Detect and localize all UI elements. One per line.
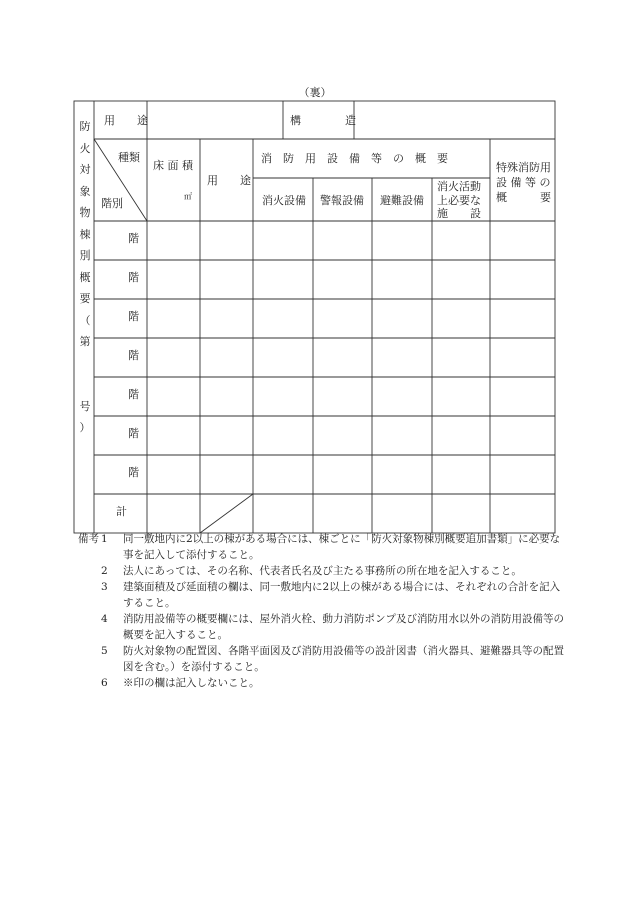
note-text: 同一敷地内に2以上の棟がある場合には、棟ごとに「防火対象物棟別概要追加書類」に必要な事を記入して添付すること。 <box>123 533 561 561</box>
note-text: 防火対象物の配置図、各階平面図及び消防用設備等の設計図書（消火器具、避難器具等の配置図を含む。）を添付すること。 <box>123 645 564 673</box>
note-item <box>78 611 568 643</box>
note-number: 1 <box>101 533 108 545</box>
note-item <box>78 675 568 691</box>
side-char: 防 <box>79 120 91 133</box>
special-equipment-line: 概 要 <box>496 191 551 204</box>
structure-input[interactable] <box>355 102 554 138</box>
special-equipment-line: 設 備 等 の <box>496 176 551 189</box>
note-number: 6 <box>101 677 108 689</box>
note-text: 消防用設備等の概要欄には、屋外消火栓、動力消防ポンプ及び消防用水以外の消防用設備等の概要を記入すること。 <box>123 613 564 641</box>
note-number: 2 <box>101 565 108 577</box>
firefighting-facility-label <box>437 180 481 221</box>
floor-row-label: 階 <box>128 232 139 245</box>
notes-section <box>78 531 568 691</box>
floor-row-label: 階 <box>128 466 139 479</box>
firefighting-facility-line: 消火活動 <box>437 180 481 193</box>
floor-label: 階別 <box>101 197 123 210</box>
side-heading <box>77 118 93 441</box>
floor-row-label: 階 <box>128 388 139 401</box>
evacuation-label: 避難設備 <box>380 194 424 207</box>
structure-label: 構 造 <box>290 114 356 127</box>
fire-extinguishing-label: 消火設備 <box>262 194 306 207</box>
side-char: 火 <box>79 141 91 155</box>
floor-row-label: 階 <box>128 427 139 440</box>
floor-row-label: 階 <box>128 310 139 323</box>
use-label: 用 途 <box>104 114 148 127</box>
side-char: 第 <box>79 335 91 348</box>
side-char: （ <box>79 313 91 327</box>
side-char: 号 <box>79 399 91 413</box>
side-char: 対 <box>79 163 91 176</box>
floor-area-unit: ㎡ <box>184 192 192 201</box>
side-char: ） <box>79 421 91 434</box>
special-equipment-label <box>496 160 551 205</box>
side-char: 概 <box>79 270 91 284</box>
note-item <box>78 579 568 611</box>
total-label: 計 <box>116 505 127 518</box>
side-char: 物 <box>79 206 91 219</box>
note-number: 5 <box>101 645 108 657</box>
use-input[interactable] <box>148 102 282 138</box>
note-text: ※印の欄は記入しないこと。 <box>123 677 260 689</box>
note-text: 法人にあっては、その名称、代表者氏名及び主たる事務所の所在地を記入すること。 <box>123 565 522 577</box>
note-number: 4 <box>101 613 108 625</box>
note-item <box>78 531 568 563</box>
floor-row-label: 階 <box>128 271 139 284</box>
page-title: （裏） <box>298 86 332 99</box>
note-item <box>78 563 568 579</box>
special-equipment-line: 特殊消防用 <box>496 161 551 174</box>
note-text: 建築面積及び延面積の欄は、同一敷地内に2以上の棟がある場合には、それぞれの合計を記入すること。 <box>123 581 561 609</box>
header-use-label: 用 途 <box>207 174 251 187</box>
side-char <box>77 355 93 377</box>
side-char: 象 <box>79 184 91 198</box>
side-char: 棟 <box>79 227 91 241</box>
floor-area-label: 床 面 積 <box>153 159 193 172</box>
equipment-heading: 消 防 用 設 備 等 の 概 要 <box>261 152 448 165</box>
firefighting-facility-line: 上必要な <box>437 193 481 207</box>
side-char <box>77 376 93 398</box>
note-item <box>78 643 568 675</box>
alarm-label: 警報設備 <box>320 194 364 207</box>
firefighting-facility-line: 施 設 <box>437 207 481 220</box>
note-number: 3 <box>101 581 108 593</box>
notes-label: 備考 <box>78 533 99 545</box>
side-char: 別 <box>79 249 91 262</box>
kind-label: 種類 <box>118 151 140 164</box>
side-char: 要 <box>79 292 91 305</box>
floor-row-label: 階 <box>128 349 139 362</box>
